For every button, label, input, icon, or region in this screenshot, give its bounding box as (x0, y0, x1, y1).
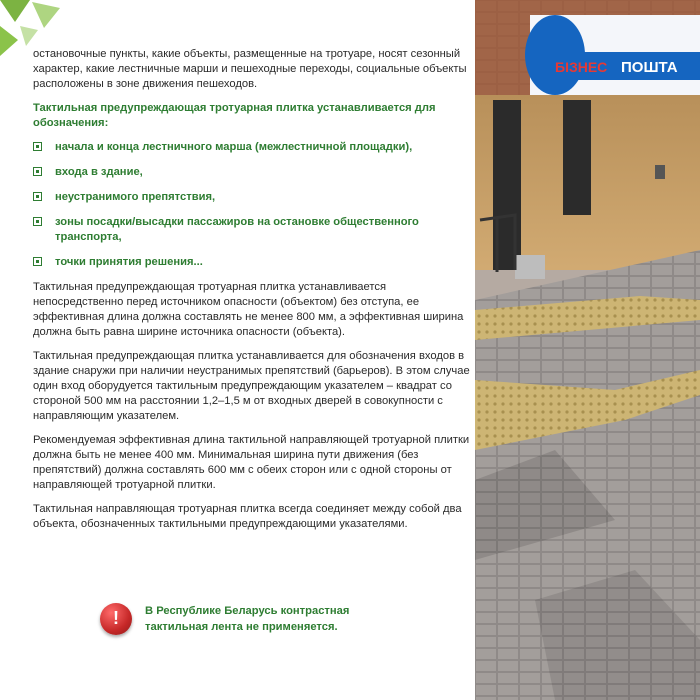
street-photo (475, 0, 700, 700)
bullet-text: зоны посадки/высадки пассажиров на остановке общественного транспорта, (55, 216, 419, 243)
sign-text-left: БIЗНЕС (555, 59, 608, 75)
bullet-item (33, 190, 473, 205)
warning-note-line2: тактильная лента не применяется. (145, 621, 338, 633)
paragraph-guiding-length: Рекомендуемая эффективная длина тактильной направляющей тротуарной плитки должна быть не менее 400 мм. Минимальная ширина пути движения (без препятствий) должна составлять 600 мм с обеих сторон или с одной стороны от направляющей тротуарной плитки. (33, 434, 470, 491)
checkbox-bullet-icon (33, 257, 42, 266)
bullet-text: точки принятия решения... (55, 256, 203, 268)
bullet-text: входа в здание, (55, 166, 143, 178)
intro-paragraph: остановочные пункты, какие объекты, размещенные на тротуаре, носят сезонный характер, какие лестничные марши и пешеходные переходы, социальные объекты расположены в зоне движения пешеходов. (33, 48, 467, 90)
bullet-item (33, 255, 473, 270)
text-column (33, 47, 473, 541)
checkbox-bullet-icon (33, 192, 42, 201)
checkbox-bullet-icon (33, 142, 42, 151)
warning-note-line1: В Республике Беларусь контрастная (145, 605, 350, 617)
warning-tile-heading: Тактильная предупреждающая тротуарная плитка устанавливается для обозначения: (33, 102, 436, 129)
exclamation-icon (100, 603, 132, 635)
bullet-text: неустранимого препятствия, (55, 191, 216, 203)
bullet-item (33, 165, 473, 180)
warning-note (100, 603, 430, 643)
warning-note-text (145, 603, 425, 635)
sign-text-right: ПОШТА (621, 59, 678, 76)
checkbox-bullet-icon (33, 217, 42, 226)
checkbox-bullet-icon (33, 167, 42, 176)
bullet-list (33, 140, 473, 270)
paragraph-entrances: Тактильная предупреждающая плитка устанавливается для обозначения входов в здание снаружи при наличии неустранимых препятствий (барьеров). В этом случае один вход оборудуется тактильным предупреждающим указателем – квадрат со стороной 500 мм на расстоянии 1,2–1,5 м от входных дверей в совокупности с направляющим указателем. (33, 350, 470, 422)
bullet-item (33, 215, 473, 245)
exclamation-symbol: ! (113, 608, 119, 628)
bullet-text: начала и конца лестничного марша (межлестничной площадки), (55, 141, 413, 153)
paragraph-placement: Тактильная предупреждающая тротуарная плитка устанавливается непосредственно перед источником опасности (объектом) без отступа, ее эффективная длина должна составлять не менее 800 мм, а эффективная ширина должна быть равна ширине источника опасности (объекта). (33, 281, 464, 338)
bullet-item (33, 140, 473, 155)
paragraph-guiding-connects: Тактильная направляющая тротуарная плитка всегда соединяет между собой два объекта, обозначенных тактильными предупреждающими указателями. (33, 503, 462, 530)
